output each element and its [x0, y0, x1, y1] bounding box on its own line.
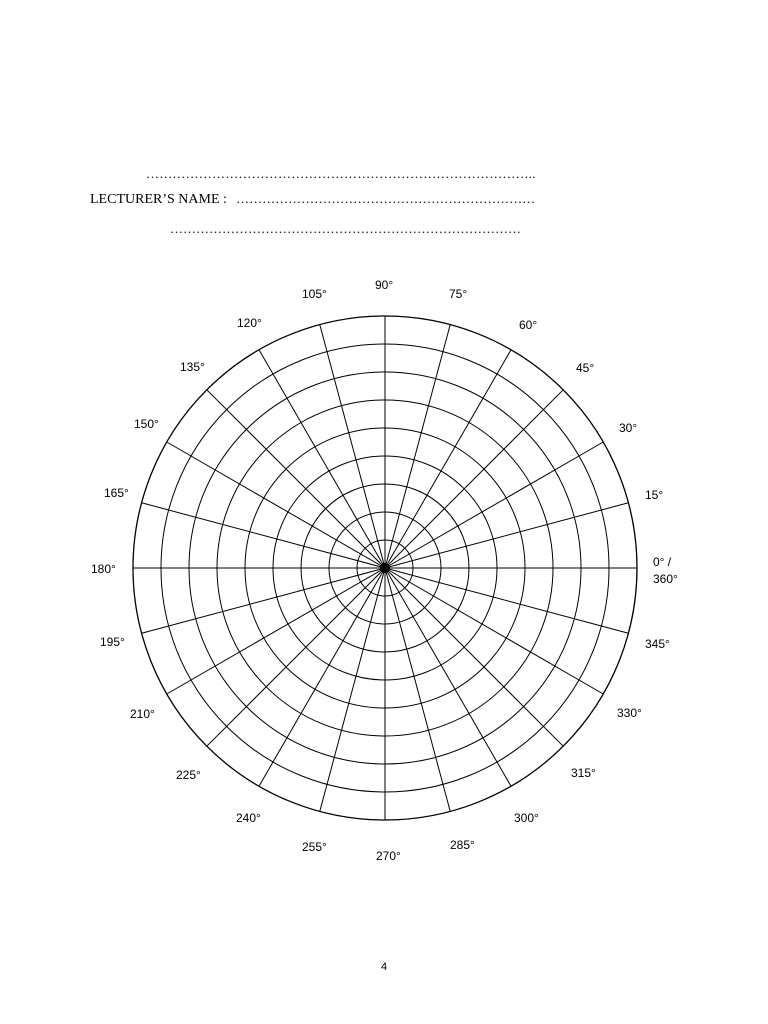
- angle-label-135: 135°: [180, 360, 205, 374]
- angle-label-330: 330°: [617, 706, 642, 720]
- polar-spoke-315: [385, 568, 563, 746]
- angle-label-345: 345°: [645, 637, 670, 651]
- polar-center-dot: [380, 563, 390, 573]
- angle-label-165: 165°: [104, 486, 129, 500]
- lecturer-name-label: LECTURER’S NAME :: [90, 192, 227, 207]
- angle-label-225: 225°: [176, 768, 201, 782]
- angle-label-360: 360°: [653, 572, 678, 586]
- polar-spoke-195: [142, 568, 385, 633]
- angle-label-240: 240°: [236, 811, 261, 825]
- angle-label-30: 30°: [619, 421, 638, 435]
- angle-label-285: 285°: [450, 838, 475, 852]
- angle-label-150: 150°: [134, 417, 159, 431]
- angle-label-270: 270°: [376, 849, 401, 863]
- polar-spoke-15: [385, 503, 628, 568]
- polar-spoke-45: [385, 390, 563, 568]
- angle-label-120: 120°: [237, 316, 262, 330]
- angle-label-45: 45°: [576, 361, 595, 375]
- polar-spoke-225: [207, 568, 385, 746]
- angle-label-300: 300°: [514, 811, 539, 825]
- angle-label-105: 105°: [302, 287, 327, 301]
- polar-spoke-255: [320, 568, 385, 811]
- angle-label-75: 75°: [449, 287, 468, 301]
- polar-spoke-75: [385, 325, 450, 568]
- polar-spoke-345: [385, 568, 628, 633]
- page-number: 4: [380, 961, 388, 973]
- angle-label-195: 195°: [100, 635, 125, 649]
- angle-label-15: 15°: [645, 488, 664, 502]
- angle-label-0: 0° /: [653, 555, 672, 569]
- polar-spoke-165: [142, 503, 385, 568]
- lecturer-name-blank: ……………………………………………………………: [236, 191, 536, 206]
- polar-spoke-135: [207, 390, 385, 568]
- angle-label-210: 210°: [130, 707, 155, 721]
- angle-label-180: 180°: [91, 562, 116, 576]
- polar-spoke-285: [385, 568, 450, 811]
- polar-spoke-105: [320, 325, 385, 568]
- blank-line-1: ……………………………………………………………………………..: [146, 166, 536, 181]
- angle-label-315: 315°: [571, 766, 596, 780]
- angle-label-255: 255°: [302, 840, 327, 854]
- angle-label-60: 60°: [519, 318, 538, 332]
- angle-label-90: 90°: [375, 278, 394, 292]
- blank-line-3: ………………………………………………………………………: [170, 221, 521, 236]
